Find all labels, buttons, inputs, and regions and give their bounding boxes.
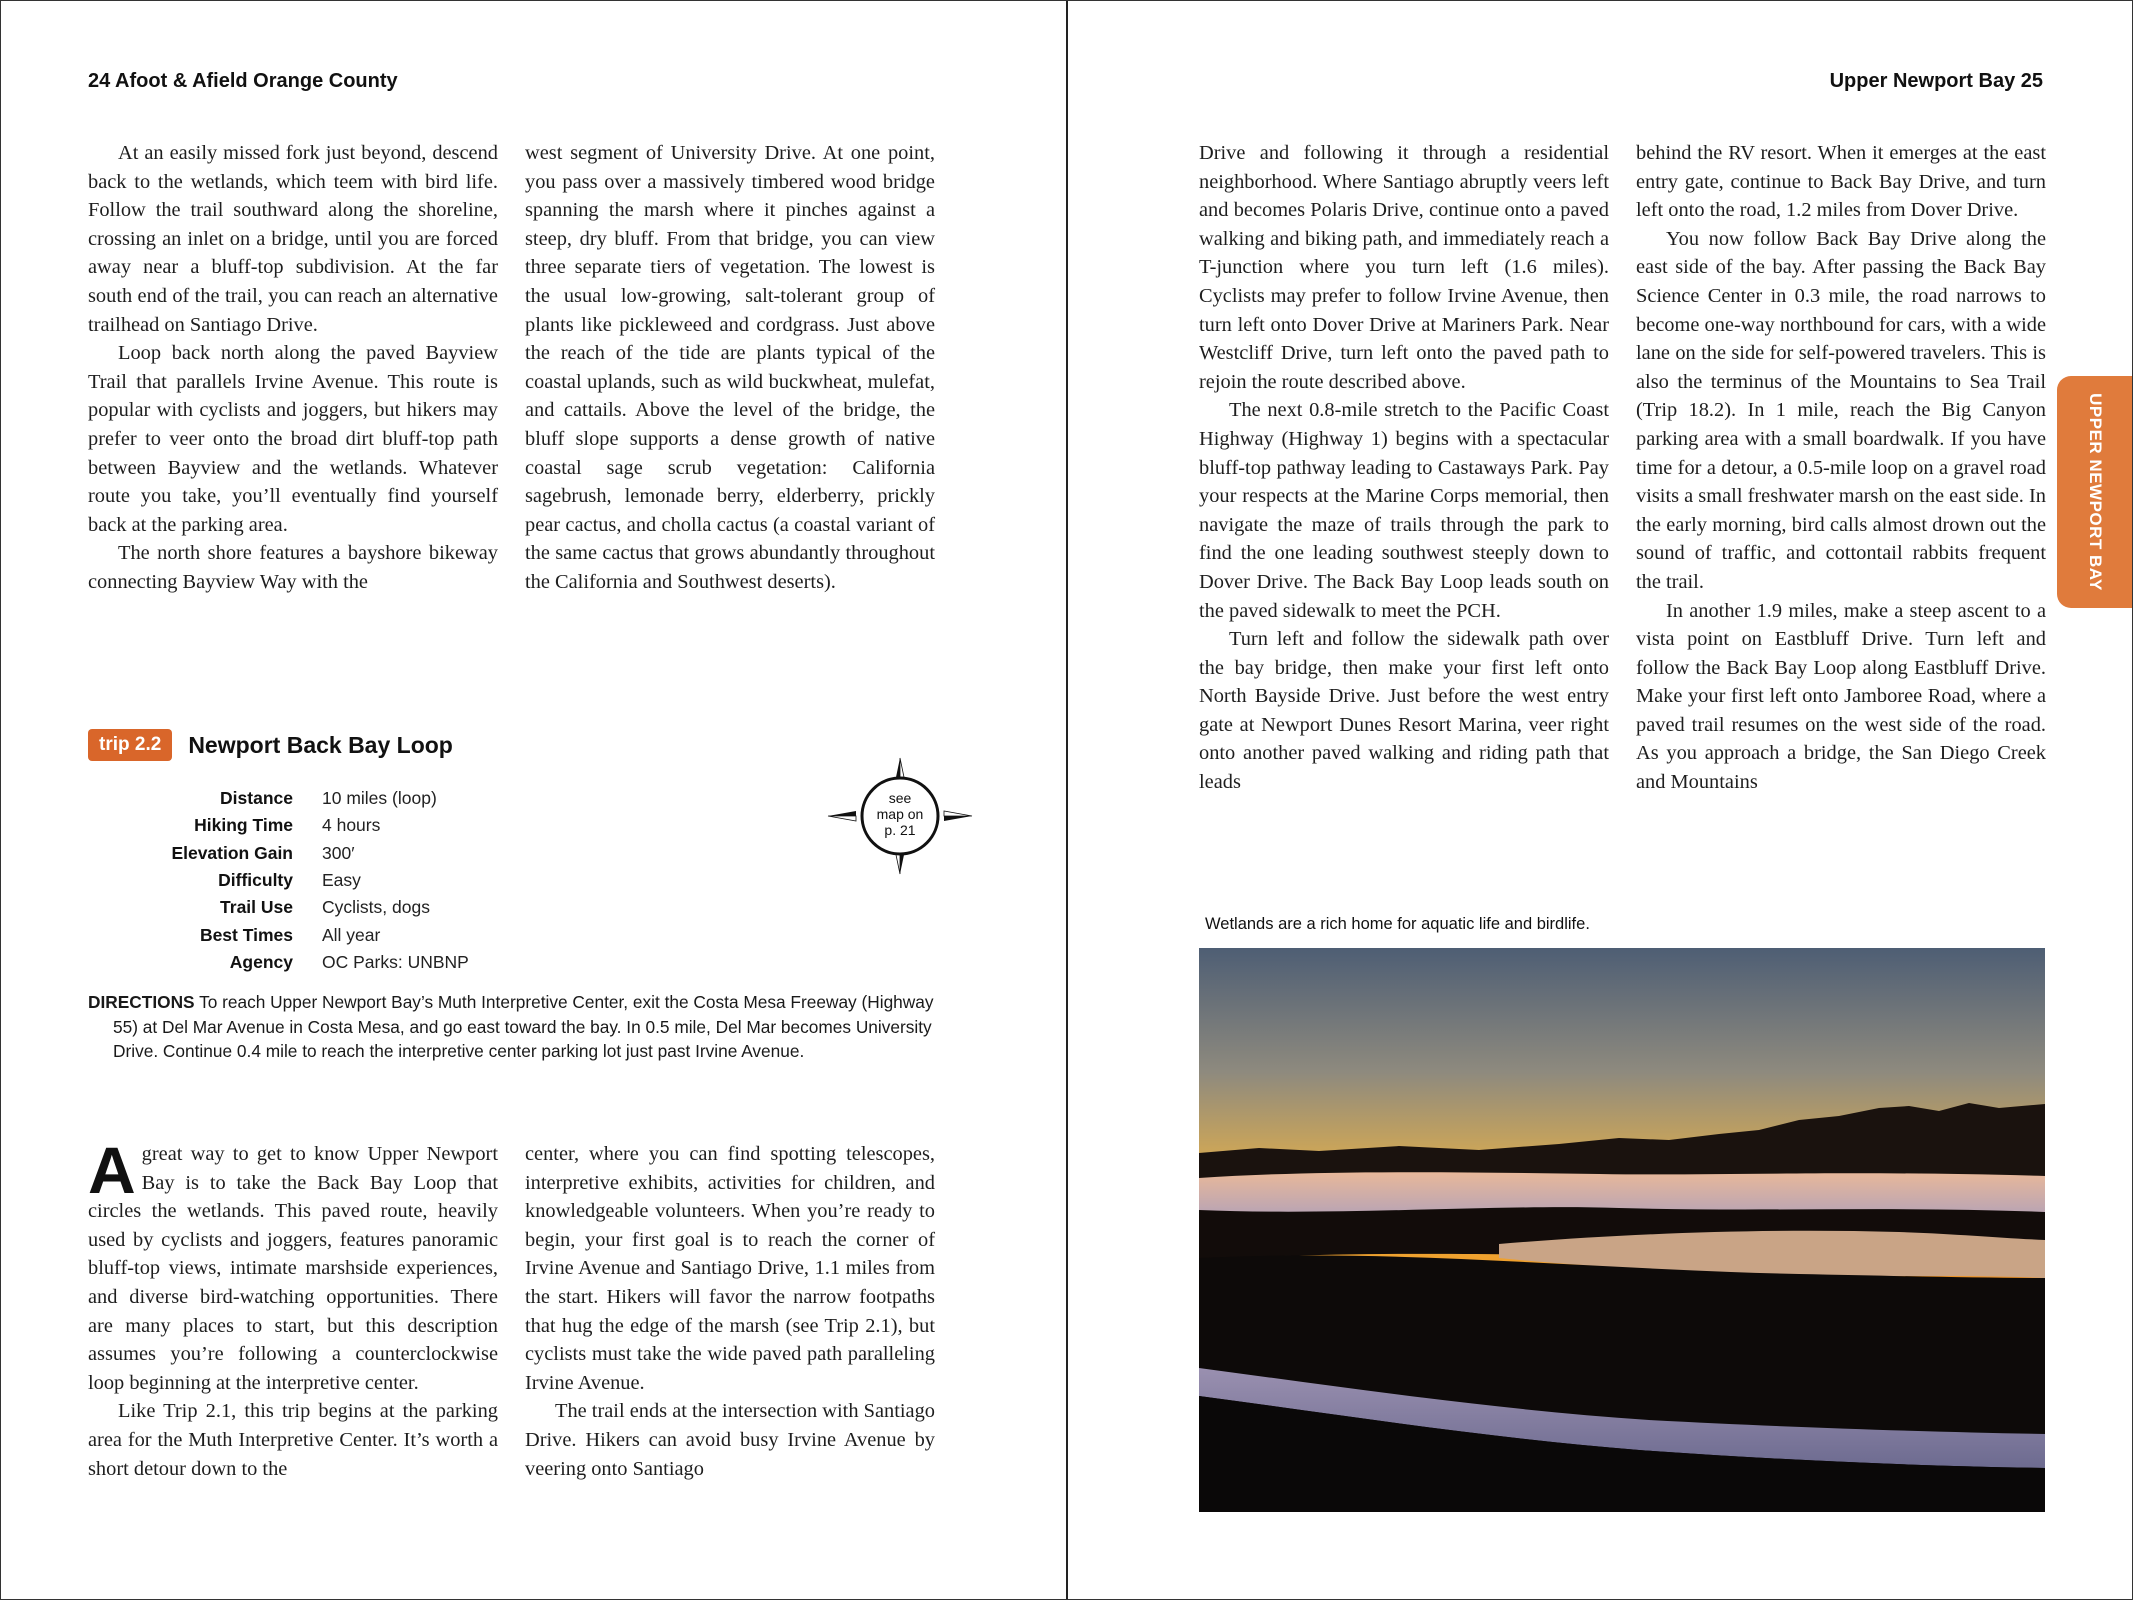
fact-row — [100, 785, 469, 812]
paragraph: center, where you can find spotting telescopes, interpretive exhibits, activities for children, and knowledgeable volunteers. When you’re ready to begin, your first goal is to reach the corner of Irvine Avenue and Santiago Drive, 1.1 miles from the start. Hikers will favor the narrow footpaths that hug the edge of the marsh (see Trip 2.1), but cyclists must take the wide paved path paralleling Irvine Avenue. — [525, 1143, 935, 1394]
paragraph: Turn left and follow the sidewalk path over the bay bridge, then make your first left onto North Bayside Drive. Just before the west entry gate at Newport Dunes Resort Marina, veer right onto another paved walking and riding path that leads — [1199, 628, 1609, 794]
compass-label-line-3: p. 21 — [884, 822, 916, 838]
paragraph: The north shore features a bayshore bikeway connecting Bayview Way with the — [88, 542, 498, 593]
wetlands-sunset-photo — [1199, 948, 2045, 1512]
compass-map-reference-icon — [826, 756, 974, 876]
fact-value: Easy — [322, 870, 361, 891]
left-column-2 — [525, 139, 935, 597]
fact-label: Best Times — [199, 924, 293, 945]
paragraph: You now follow Back Bay Drive along the east side of the bay. After passing the Back Bay Science Center in 0.3 mile, the road narrows to become one-way northbound for cars, with a wide lane on the side for self-powered travelers. This is also the terminus of the Mountains to Sea Trail (Trip 18.2). In 1 mile, reach the Big Canyon parking area with a small boardwalk. If you have time for a detour, a 0.5-mile loop on a gravel road visits a small freshwater marsh on the east side. In the early morning, bird calls almost drown out the sound of traffic, and cottontail rabbits frequent the trail. — [1636, 227, 2046, 593]
running-head-left: 24 Afoot & Afield Orange County — [88, 70, 398, 92]
fact-value: 300′ — [322, 842, 355, 863]
fact-label: Trail Use — [220, 897, 293, 918]
page-gutter — [1066, 0, 1068, 1600]
trip-facts-table — [100, 785, 469, 976]
trip-title: Newport Back Bay Loop — [188, 731, 453, 758]
fact-label: Agency — [229, 951, 293, 972]
paragraph: In another 1.9 miles, make a steep ascent to a vista point on Eastbluff Drive. Turn left and follow the Back Bay Loop along Eastbluff Drive. Make your first left onto Jamboree Road, where a paved trail resumes on the west side of the road. As you approach a bridge, the San Diego Creek and Mountains — [1636, 599, 2046, 794]
directions-block — [88, 990, 958, 1064]
left-column-1 — [88, 139, 498, 597]
fact-row — [100, 812, 469, 839]
paragraph: behind the RV resort. When it emerges at the east entry gate, continue to Back Bay Drive, and turn left onto the road, 1.2 miles from Dover Drive. — [1636, 142, 2046, 222]
fact-value: Cyclists, dogs — [322, 897, 430, 918]
paragraph: Loop back north along the paved Bayview Trail that parallels Irvine Avenue. This route is popular with cyclists and joggers, but hikers may prefer to veer onto the broad dirt bluff-top path between Bayview and the wetlands. Whatever route you take, you’ll eventually find yourself back at the parking area. — [88, 342, 498, 536]
fact-value: 4 hours — [322, 815, 381, 836]
left-column-4 — [525, 1140, 935, 1483]
fact-label: Distance — [220, 788, 293, 809]
chapter-thumb-tab-label: UPPER NEWPORT BAY — [2086, 393, 2106, 591]
running-head-right: Upper Newport Bay 25 — [1829, 70, 2043, 92]
paragraph: Drive and following it through a residential neighborhood. Where Santiago abruptly veers left and becomes Polaris Drive, continue onto a paved walking and biking path, and immediately reach a T-junction where you turn left (1.6 miles). Cyclists may prefer to follow Irvine Avenue, then turn left onto Dover Drive at Mariners Park. Near Westcliff Drive, turn left onto the paved path to rejoin the route described above. — [1199, 142, 1609, 393]
compass-label-line-1: see — [888, 790, 912, 806]
fact-label: Elevation Gain — [171, 842, 293, 863]
right-column-1 — [1199, 139, 1609, 797]
fact-label: Difficulty — [218, 870, 293, 891]
fact-value: All year — [322, 924, 381, 945]
chapter-thumb-tab — [2057, 376, 2133, 608]
fact-row — [100, 894, 469, 921]
fact-value: OC Parks: UNBNP — [322, 951, 469, 972]
photo-caption: Wetlands are a rich home for aquatic life and birdlife. — [1205, 915, 1590, 933]
directions-label: DIRECTIONS — [88, 992, 195, 1012]
fact-row — [100, 921, 469, 948]
paragraph-text: great way to get to know Upper Newport Bay is to take the Back Bay Loop that circles the wetlands. This paved route, heavily used by cyclists and joggers, features panoramic bluff-top views, intimate marshside experiences, and diverse bird-watching opportunities. There are many places to start, but this description assumes you’re following a counterclockwise loop beginning at the interpretive center. — [88, 1143, 498, 1394]
fact-label: Hiking Time — [194, 815, 293, 836]
left-column-3 — [88, 1133, 498, 1483]
fact-row — [100, 867, 469, 894]
drop-cap: A — [88, 1133, 136, 1207]
fact-row — [100, 840, 469, 867]
paragraph: At an easily missed fork just beyond, descend back to the wetlands, which teem with bird life. Follow the trail southward along the shoreline, crossing an inlet on a bridge, until you are forced away near a bluff-top subdivision. At the far south end of the trail, you can reach an alternative trailhead on Santiago Drive. — [88, 142, 498, 336]
paragraph: The trail ends at the intersection with Santiago Drive. Hikers can avoid busy Irvine Avenue by veering onto Santiago — [525, 1400, 935, 1480]
fact-row — [100, 949, 469, 976]
paragraph: west segment of University Drive. At one point, you pass over a massively timbered wood bridge spanning the marsh where it pinches against a steep, dry bluff. From that bridge, you can view three separate tiers of vegetation. The lowest is the usual low-growing, salt-tolerant group of plants like pickleweed and cordgrass. Just above the reach of the tide are plants typical of the coastal uplands, such as wild buckwheat, mulefat, and cattails. Above the level of the bridge, the bluff slope supports a dense growth of native coastal sage scrub vegetation: California sagebrush, lemonade berry, elderberry, prickly pear cactus, and cholla cactus (a coastal variant of the same cactus that grows abundantly throughout the California and Southwest deserts). — [525, 142, 935, 593]
paragraph: The next 0.8-mile stretch to the Pacific Coast Highway (Highway 1) begins with a spectacular bluff-top pathway leading to Castaways Park. Pay your respects at the Marine Corps memorial, then navigate the maze of trails through the park to find the one leading southwest steeply down to Dover Drive. The Back Bay Loop leads south on the paved sidewalk to meet the PCH. — [1199, 399, 1609, 622]
right-column-2 — [1636, 139, 2046, 797]
trip-number-badge: trip 2.2 — [88, 729, 172, 761]
paragraph: Like Trip 2.1, this trip begins at the parking area for the Muth Interpretive Center. It’s worth a short detour down to the — [88, 1400, 498, 1480]
paragraph — [88, 1133, 498, 1397]
trip-heading — [88, 728, 453, 762]
directions-text: To reach Upper Newport Bay’s Muth Interpretive Center, exit the Costa Mesa Freeway (Highway 55) at Del Mar Avenue in Costa Mesa, and go east toward the bay. In 0.5 mile, Del Mar becomes University Drive. Continue 0.4 mile to reach the interpretive center parking lot just past Irvine Avenue. — [113, 992, 934, 1061]
compass-label-line-2: map on — [876, 806, 924, 822]
fact-value: 10 miles (loop) — [322, 788, 437, 809]
